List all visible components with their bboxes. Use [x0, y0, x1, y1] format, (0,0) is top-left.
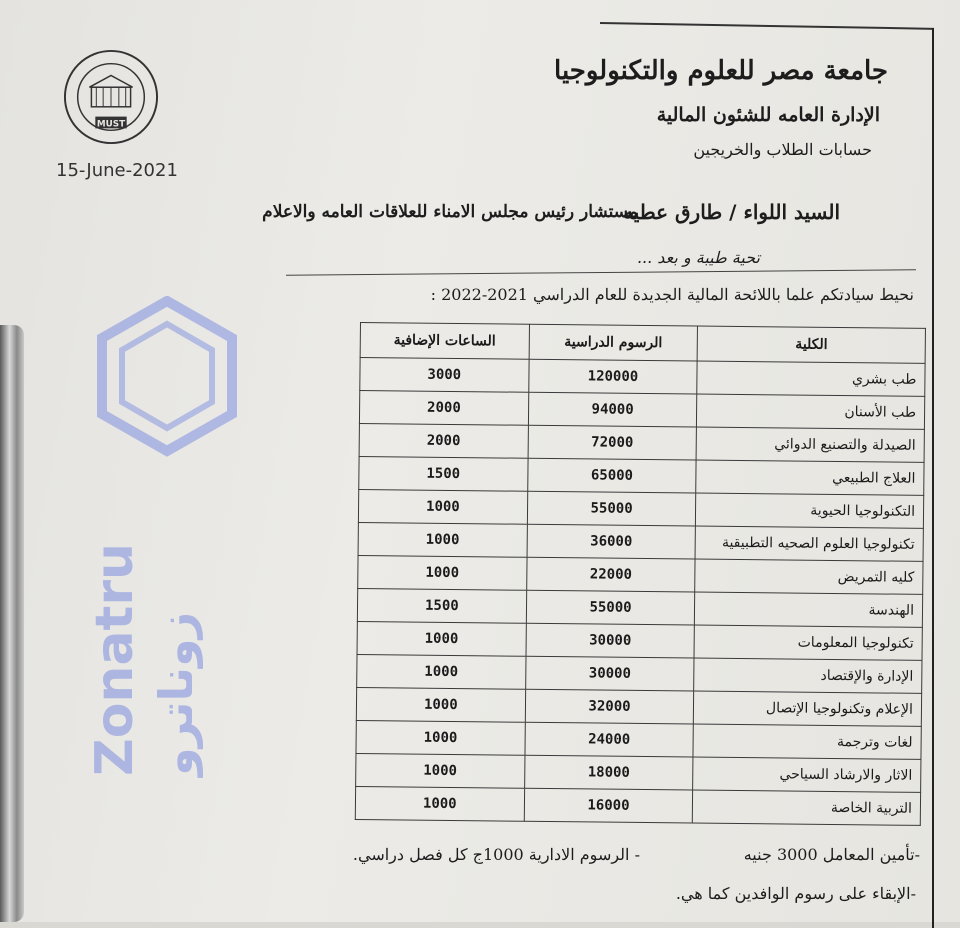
cell-fees: 18000 — [524, 755, 693, 790]
foreigners-note: -الإبقاء على رسوم الوافدين كما هي. — [675, 884, 916, 903]
cell-hours: 1500 — [359, 456, 528, 491]
watermark-logo-icon — [82, 296, 252, 796]
cell-faculty: الاثار والارشاد السياحي — [693, 757, 921, 792]
cell-hours: 1000 — [356, 687, 525, 722]
cell-fees: 55000 — [526, 590, 695, 625]
cell-hours: 3000 — [360, 358, 529, 393]
cell-fees: 120000 — [528, 359, 697, 394]
cell-fees: 22000 — [526, 557, 695, 592]
column-header-hours: الساعات الإضافية — [360, 323, 529, 360]
cell-faculty: العلاج الطبيعي — [696, 460, 924, 495]
cell-faculty: الهندسة — [695, 592, 923, 627]
recipient-name: السيد اللواء / طارق عطيه — [622, 200, 840, 224]
page-border-top — [600, 22, 934, 30]
cell-faculty: كليه التمريض — [695, 559, 923, 594]
watermark-arabic: زوناترو — [149, 611, 203, 776]
cell-faculty: الإدارة والإقتصاد — [694, 658, 922, 693]
university-seal-icon — [62, 48, 160, 146]
intro-text: نحيط سيادتكم علما باللائحة المالية الجديدة للعام الدراسي 2021-2022 : — [430, 285, 914, 304]
cell-fees: 65000 — [527, 458, 696, 493]
cell-faculty: الصيدلة والتصنيع الدوائي — [696, 427, 924, 462]
cell-fees: 24000 — [525, 722, 694, 757]
cell-hours: 1000 — [356, 720, 525, 755]
cell-hours: 1000 — [357, 654, 526, 689]
cell-faculty: طب بشري — [697, 361, 925, 396]
admin-fees-note: - الرسوم الادارية 1000ج كل فصل دراسي. — [352, 845, 640, 864]
cell-faculty: التكنولوجيا الحيوية — [696, 493, 924, 528]
fees-table — [355, 322, 926, 826]
cell-hours: 1000 — [358, 555, 527, 590]
cell-hours: 1000 — [357, 621, 526, 656]
fees-table-body — [355, 358, 925, 826]
cell-fees: 30000 — [526, 623, 695, 658]
cell-fees: 32000 — [525, 689, 694, 724]
cell-faculty: لغات وترجمة — [693, 724, 921, 759]
binder-rings — [0, 325, 24, 922]
cell-faculty: تكنولوجيا العلوم الصحيه التطبيقية — [695, 526, 923, 561]
cell-fees: 16000 — [524, 788, 693, 823]
cell-fees: 30000 — [525, 656, 694, 691]
lab-insurance-note: -تأمين المعامل 3000 جنيه — [743, 845, 920, 864]
svg-text:MUST: MUST — [96, 119, 126, 130]
table-header-row — [360, 323, 925, 364]
cell-hours: 1500 — [357, 588, 526, 623]
column-header-fees: الرسوم الدراسية — [529, 324, 698, 361]
cell-faculty: الإعلام وتكنولوجيا الإتصال — [694, 691, 922, 726]
letter-date: 15-June-2021 — [56, 160, 178, 181]
cell-faculty: طب الأسنان — [697, 394, 925, 429]
watermark-latin: Zonatru — [85, 542, 145, 776]
department-name: الإدارة العامه للشئون المالية — [656, 104, 880, 126]
recipient-title: مستشار رئيس مجلس الامناء للعلاقات العامه والاعلام — [262, 202, 638, 222]
cell-hours: 2000 — [359, 391, 528, 426]
section-name: حسابات الطلاب والخريجين — [693, 140, 872, 159]
cell-faculty: التربية الخاصة — [693, 790, 921, 825]
university-name: جامعة مصر للعلوم والتكنولوجيا — [554, 56, 888, 86]
cell-hours: 1000 — [358, 489, 527, 524]
cell-hours: 1000 — [356, 753, 525, 788]
cell-fees: 72000 — [528, 425, 697, 460]
table-row — [355, 786, 920, 825]
cell-fees: 36000 — [527, 524, 696, 559]
column-header-faculty: الكلية — [698, 326, 926, 363]
cell-hours: 1000 — [355, 786, 524, 821]
divider-line — [286, 269, 916, 275]
cell-faculty: تكنولوجيا المعلومات — [694, 625, 922, 660]
page-border-right — [932, 28, 934, 928]
cell-hours: 2000 — [359, 423, 528, 458]
cell-fees: 55000 — [527, 491, 696, 526]
cell-fees: 94000 — [528, 392, 697, 427]
greeting: تحية طيبة و بعد ... — [636, 248, 760, 267]
cell-hours: 1000 — [358, 522, 527, 557]
